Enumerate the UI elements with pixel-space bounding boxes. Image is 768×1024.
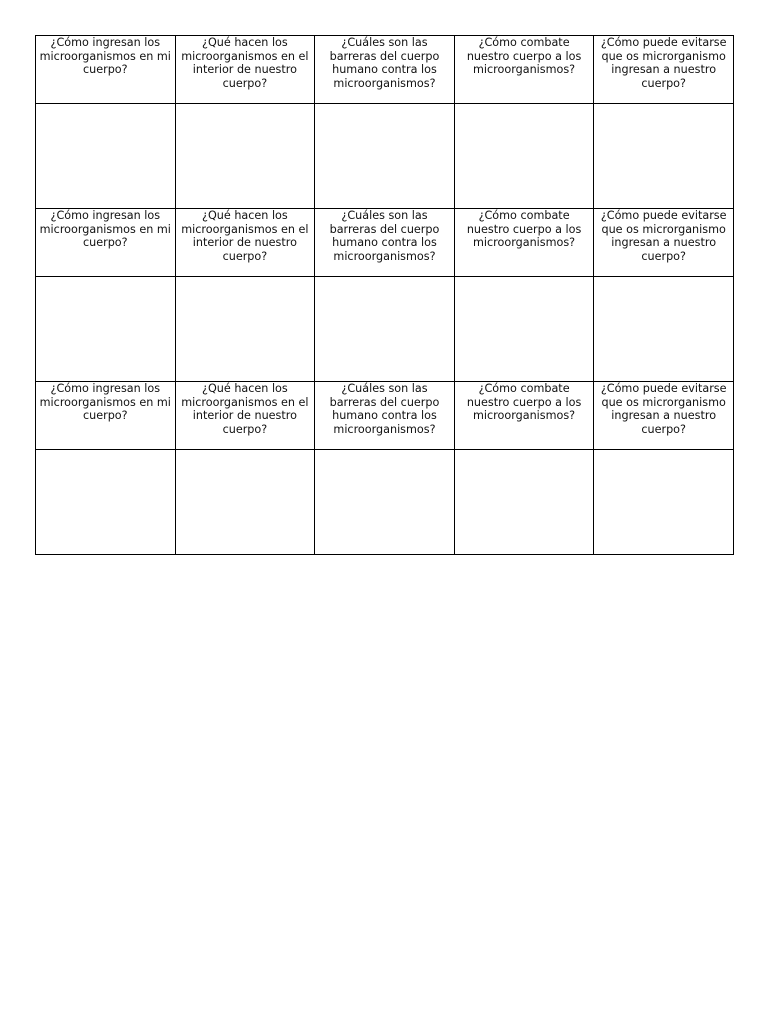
question-cell: ¿Cuáles son las barreras del cuerpo humano contra los microorganismos? (315, 382, 455, 450)
answer-cell[interactable] (594, 277, 734, 382)
question-cell: ¿Qué hacen los microorganismos en el interior de nuestro cuerpo? (175, 382, 315, 450)
question-cell: ¿Cómo ingresan los microorganismos en mi cuerpo? (36, 36, 176, 104)
answer-cell[interactable] (175, 104, 315, 209)
question-cell: ¿Cómo combate nuestro cuerpo a los microorganismos? (454, 36, 594, 104)
answer-cell[interactable] (454, 450, 594, 555)
question-cell: ¿Cómo combate nuestro cuerpo a los microorganismos? (454, 382, 594, 450)
answer-cell[interactable] (315, 104, 455, 209)
question-cell: ¿Cómo puede evitarse que os microrganismo ingresan a nuestro cuerpo? (594, 36, 734, 104)
answer-cell[interactable] (175, 277, 315, 382)
answer-cell[interactable] (594, 450, 734, 555)
question-cell: ¿Qué hacen los microorganismos en el interior de nuestro cuerpo? (175, 209, 315, 277)
question-cell: ¿Cómo puede evitarse que os microrganismo ingresan a nuestro cuerpo? (594, 382, 734, 450)
worksheet (35, 35, 733, 555)
question-row (36, 36, 734, 104)
answer-cell[interactable] (315, 277, 455, 382)
answer-cell[interactable] (454, 277, 594, 382)
question-cell: ¿Cómo ingresan los microorganismos en mi cuerpo? (36, 382, 176, 450)
answer-cell[interactable] (36, 104, 176, 209)
answer-cell[interactable] (315, 450, 455, 555)
question-row (36, 209, 734, 277)
answer-row (36, 104, 734, 209)
answer-cell[interactable] (36, 277, 176, 382)
answer-row (36, 450, 734, 555)
question-cell: ¿Cómo ingresan los microorganismos en mi cuerpo? (36, 209, 176, 277)
question-cell: ¿Cuáles son las barreras del cuerpo humano contra los microorganismos? (315, 209, 455, 277)
answer-cell[interactable] (454, 104, 594, 209)
question-cell: ¿Qué hacen los microorganismos en el interior de nuestro cuerpo? (175, 36, 315, 104)
question-cell: ¿Cómo combate nuestro cuerpo a los microorganismos? (454, 209, 594, 277)
answer-row (36, 277, 734, 382)
question-cell: ¿Cómo puede evitarse que os microrganismo ingresan a nuestro cuerpo? (594, 209, 734, 277)
worksheet-table (35, 35, 734, 555)
question-row (36, 382, 734, 450)
answer-cell[interactable] (175, 450, 315, 555)
answer-cell[interactable] (594, 104, 734, 209)
answer-cell[interactable] (36, 450, 176, 555)
question-cell: ¿Cuáles son las barreras del cuerpo humano contra los microorganismos? (315, 36, 455, 104)
